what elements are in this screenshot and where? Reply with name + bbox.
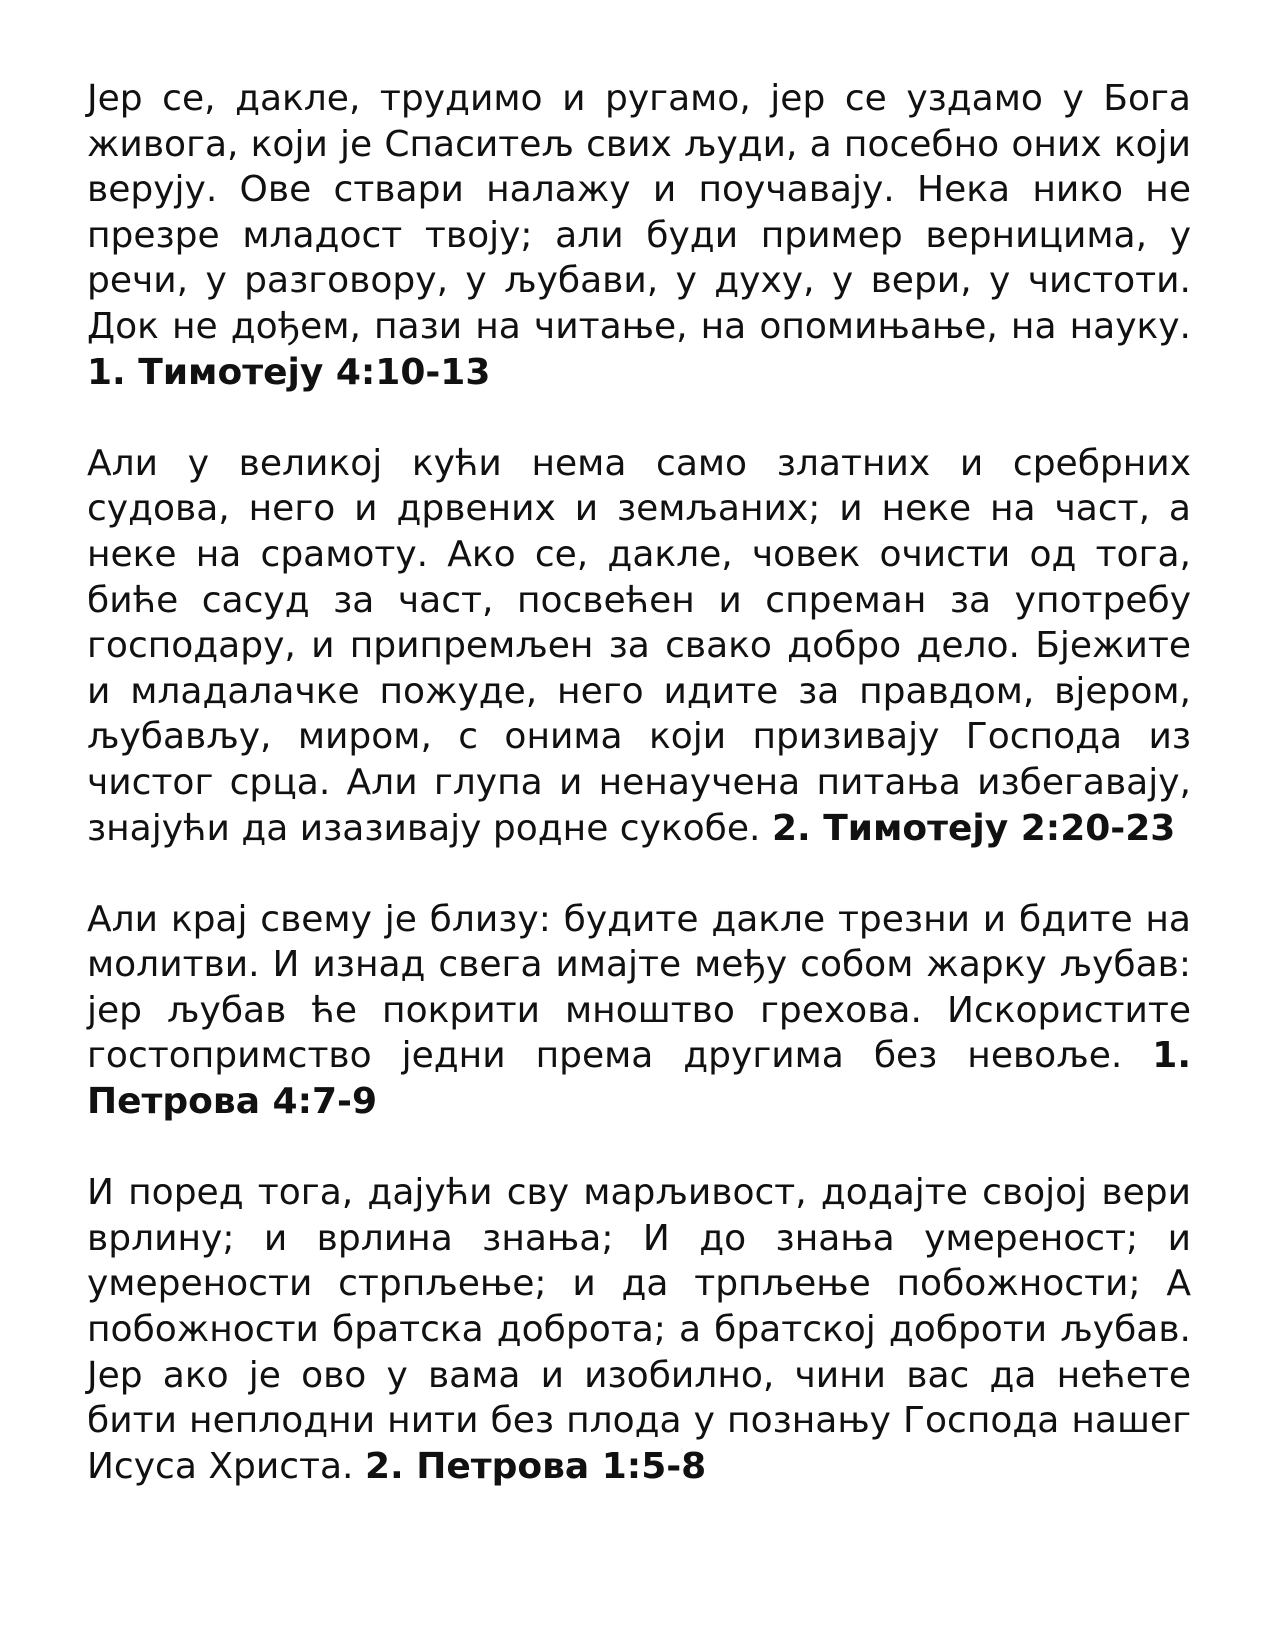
passage-text: Али крај свему је близу: будите дакле трезни и бдите на молитви. И изнад свега имајте међу собом жарку љубав: јер љубав ће покрити мноштво грехова. Искористите гостопримство једни према другима без невоље. (87, 898, 1191, 1077)
passage-text: И поред тога, дајући сву марљивост, додајте својој вери врлину; и врлина знања; И до знања умереност; и умерености стрпљење; и да трпљење побожности; А побожности братска доброта; а братској доброти љубав. Јер ако је ово у вама и изобилно, чини вас да нећете бити неплодни нити без плода у познању Господа нашег Исуса Христа. (87, 1172, 1191, 1487)
scripture-reference: 1. Тимотеју 4:10-13 (87, 351, 491, 393)
scripture-reference: 1. Петрова 4:7-9 (87, 1035, 1191, 1123)
passage-1 (87, 76, 1191, 395)
passage-text: Јер се, дакле, трудимо и ругамо, јер се уздамо у Бога живога, који је Спаситељ свих људи, а посебно оних који верују. Ове ствари налажу и поучавају. Нека нико не презре младост твоју; али буди пример верницима, у речи, у разговору, у љубави, у духу, у вери, у чистоти. Док не дођем, пази на читање, на опомињање, на науку. (87, 78, 1191, 347)
passage-3 (87, 897, 1191, 1125)
passage-2 (87, 441, 1191, 851)
passage-text: Али у великој кући нема само златних и сребрних судова, него и дрвених и земљаних; и неке на част, а неке на срамоту. Ако се, дакле, човек очисти од тога, биће сасуд за част, посвећен и спреман за употребу господару, и припремљен за свако добро дело. Бјежите и младалачке пожуде, него идите за правдом, вјером, љубављу, миром, с онима који призивају Господа из чистог срца. Али глупа и ненаучена питања избегавају, знајући да изазивају родне сукобе. (87, 442, 1191, 849)
passage-4 (87, 1170, 1191, 1489)
document-page (87, 76, 1191, 1489)
scripture-reference: 2. Тимотеју 2:20-23 (771, 807, 1176, 849)
scripture-reference: 2. Петрова 1:5-8 (364, 1445, 707, 1487)
